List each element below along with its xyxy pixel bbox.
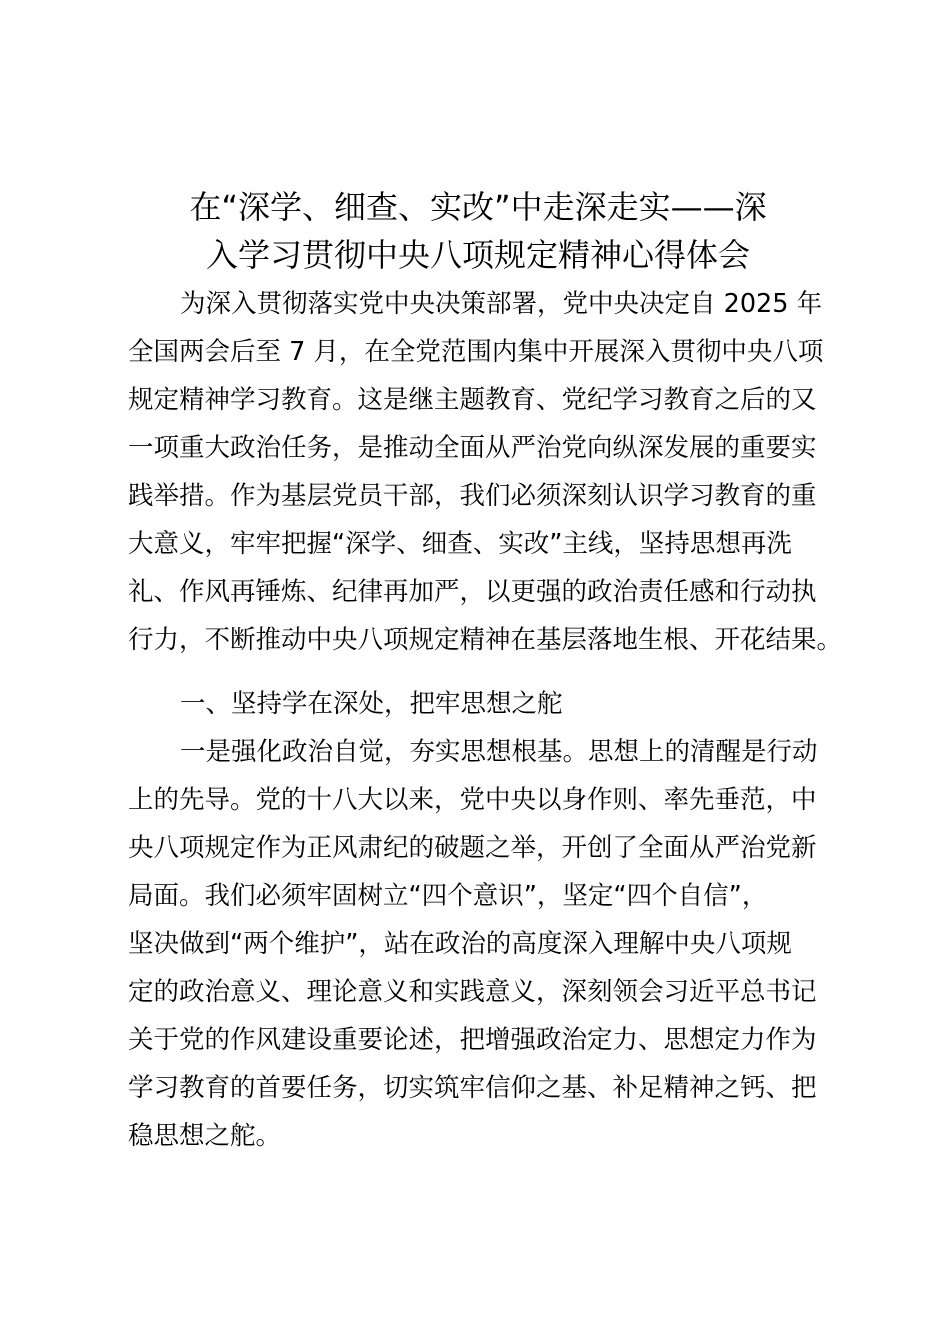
paragraph-line: 局面。我们必须牢固树立“四个意识”，坚定“四个自信”，: [128, 881, 768, 911]
paragraph-line: 上的先导。党的十八大以来，党中央以身作则、率先垂范，中: [128, 785, 817, 815]
paragraph-line: 践举措。作为基层党员干部，我们必须深刻认识学习教育的重: [128, 481, 817, 511]
paragraph-line: 学习教育的首要任务，切实筑牢信仰之基、补足精神之钙、把: [128, 1073, 817, 1103]
paragraph-line: 坚决做到“两个维护”，站在政治的高度深入理解中央八项规: [128, 929, 792, 959]
title-line-2: 入学习贯彻中央八项规定精神心得体会: [205, 236, 750, 274]
paragraph-line: 为深入贯彻落实党中央决策部署，党中央决定自 2025 年: [180, 289, 823, 319]
paragraph-line: 关于党的作风建设重要论述，把增强政治定力、思想定力作为: [128, 1025, 817, 1055]
intro-paragraph: [128, 280, 843, 664]
title-line-1: 在“深学、细查、实改”中走深走实——深: [189, 188, 767, 226]
paragraph-line: 定的政治意义、理论意义和实践意义，深刻领会习近平总书记: [128, 977, 817, 1007]
document-title: [128, 183, 828, 279]
section-heading: [128, 680, 828, 728]
paragraph-line: 稳思想之舵。: [128, 1121, 282, 1151]
paragraph-line: 全国两会后至 7 月，在全党范围内集中开展深入贯彻中央八项: [128, 337, 824, 367]
paragraph-line: 礼、作风再锤炼、纪律再加严，以更强的政治责任感和行动执: [128, 577, 817, 607]
paragraph-line: 央八项规定作为正风肃纪的破题之举，开创了全面从严治党新: [128, 833, 817, 863]
paragraph-line: 行力，不断推动中央八项规定精神在基层落地生根、开花结果。: [128, 625, 843, 655]
section-paragraph: [128, 728, 828, 1160]
section-heading-text: 一、坚持学在深处，把牢思想之舵: [180, 689, 563, 719]
paragraph-line: 一项重大政治任务，是推动全面从严治党向纵深发展的重要实: [128, 433, 817, 463]
paragraph-line: 大意义，牢牢把握“深学、细查、实改”主线，坚持思想再洗: [128, 529, 792, 559]
paragraph-line: 规定精神学习教育。这是继主题教育、党纪学习教育之后的又: [128, 385, 817, 415]
paragraph-line: 一是强化政治自觉，夯实思想根基。思想上的清醒是行动: [180, 737, 818, 767]
